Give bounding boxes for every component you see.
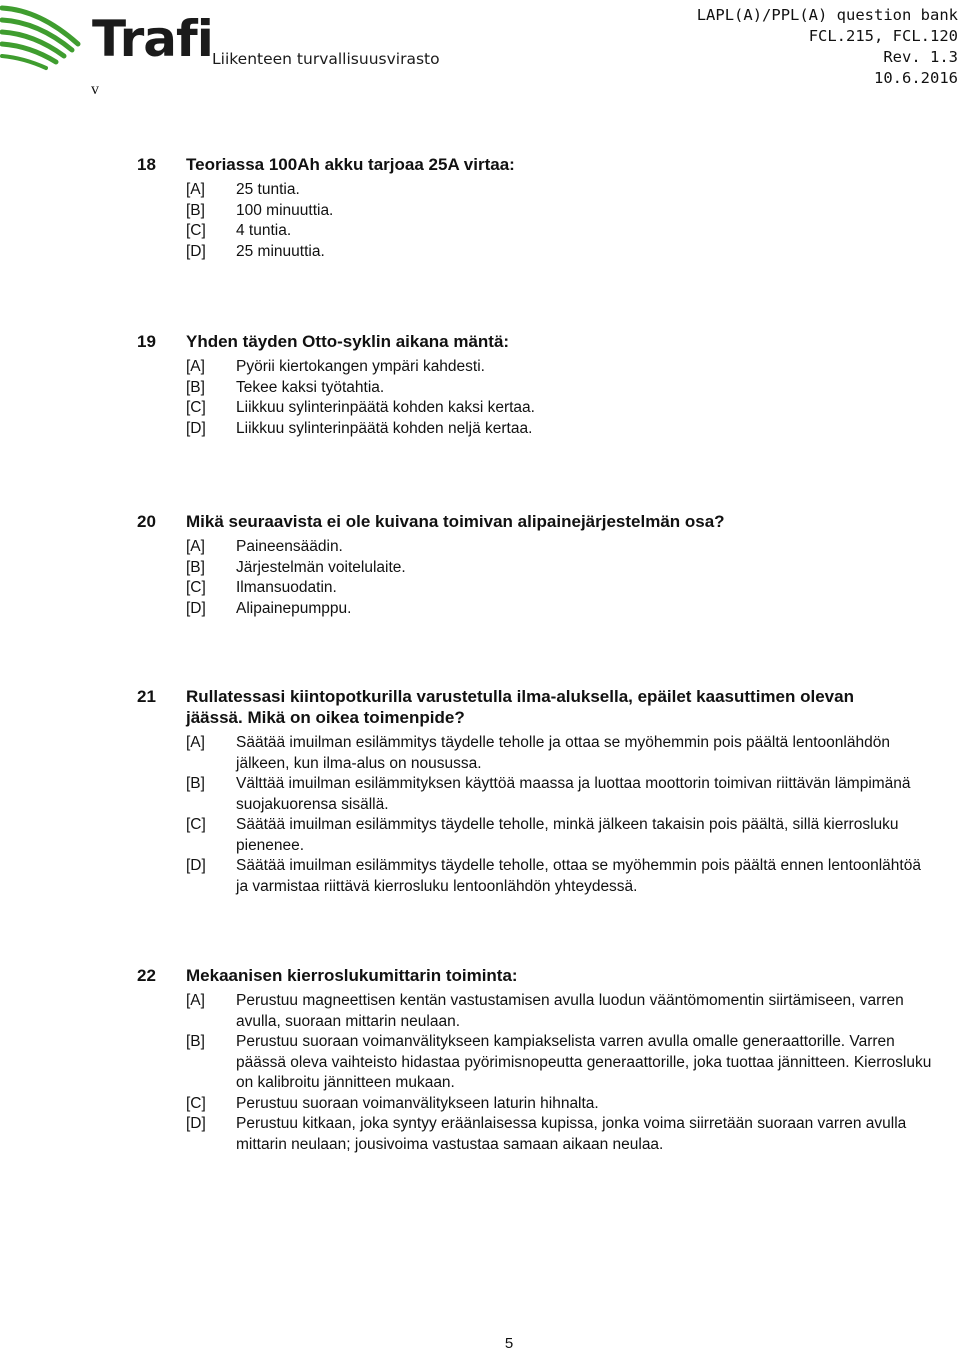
answer-option-b — [0, 201, 960, 222]
page-number: 5 — [504, 1335, 514, 1352]
answer-option-d — [0, 419, 960, 440]
option-letter: [C] — [186, 222, 206, 239]
option-text: Alipainepumppu. — [236, 599, 352, 617]
answer-options — [0, 991, 960, 1155]
question-21 — [0, 686, 960, 897]
option-letter: [B] — [186, 775, 205, 792]
stray-mark: v — [91, 81, 99, 98]
trafi-logo — [0, 0, 440, 80]
option-text: Perustuu kitkaan, joka syntyy eräänlaisessa kupissa, jonka voima siirretään suoraan varren avulla mittarin neulaan; jousivoima vastustaa samaan aikaan neulaa. — [236, 1115, 907, 1153]
answer-option-c — [0, 398, 960, 419]
question-number: 19 — [137, 332, 156, 351]
question-number: 18 — [137, 155, 156, 174]
option-text: 100 minuuttia. — [236, 201, 334, 219]
logo-subtitle: Liikenteen turvallisuusvirasto — [212, 50, 440, 68]
answer-option-b — [0, 558, 960, 579]
answer-option-b — [0, 1032, 960, 1094]
option-text: Järjestelmän voitelulaite. — [236, 558, 406, 576]
question-number: 21 — [137, 687, 156, 706]
option-text: 25 minuuttia. — [236, 242, 325, 260]
question-19 — [0, 331, 960, 439]
question-text: Yhden täyden Otto-syklin aikana mäntä: — [186, 332, 510, 351]
option-text: Säätää imuilman esilämmitys täydelle teholle, ottaa se myöhemmin pois päältä ennen lentoonlähtöä ja varmistaa riittävä kierrosluku lentoonlähdön yhteydessä. — [236, 857, 921, 895]
answer-option-a — [0, 537, 960, 558]
option-text: Säätää imuilman esilämmitys täydelle teholle ja ottaa se myöhemmin pois päältä lentoonlähdön jälkeen, kun ilma-alus on nousussa. — [236, 734, 890, 772]
option-letter: [B] — [186, 558, 205, 576]
question-number: 22 — [137, 966, 156, 985]
option-text: Ilmansuodatin. — [236, 579, 337, 596]
answer-option-a — [0, 733, 960, 774]
answer-option-c — [0, 815, 960, 856]
question-text: Rullatessasi kiintopotkurilla varustetulla ilma-aluksella, epäilet kaasuttimen olevan jäässä. Mikä on oikea toimenpide? — [186, 687, 854, 727]
answer-options — [0, 733, 960, 897]
option-text: Perustuu magneettisen kentän vastustamisen avulla luodun vääntömomentin siirtämiseen, varren avulla, suoraan mittarin neulaan. — [236, 992, 904, 1030]
option-text: 25 tuntia. — [236, 181, 300, 198]
option-text: 4 tuntia. — [236, 222, 292, 239]
option-text: Säätää imuilman esilämmitys täydelle teholle, minkä jälkeen takaisin pois päältä, sillä kierrosluku pienenee. — [236, 816, 899, 854]
doc-date: 10.6.2016 — [874, 69, 958, 87]
answer-options — [0, 537, 960, 619]
question-header — [0, 686, 960, 728]
question-header — [0, 511, 960, 532]
option-letter: [B] — [186, 201, 205, 219]
question-text: Teoriassa 100Ah akku tarjoaa 25A virtaa: — [186, 155, 515, 174]
answer-options — [0, 180, 960, 262]
answer-option-d — [0, 856, 960, 897]
option-letter: [A] — [186, 992, 205, 1009]
option-letter: [A] — [186, 734, 205, 751]
question-text: Mikä seuraavista ei ole kuivana toimivan alipainejärjestelmän osa? — [186, 512, 725, 531]
option-letter: [B] — [186, 378, 205, 396]
answer-option-c — [0, 221, 960, 242]
answer-option-d — [0, 1114, 960, 1155]
answer-option-a — [0, 991, 960, 1032]
question-18 — [0, 154, 960, 262]
option-letter: [D] — [186, 857, 206, 874]
option-text: Perustuu suoraan voimanvälitykseen laturin hihnalta. — [236, 1094, 599, 1112]
answer-option-d — [0, 242, 960, 263]
option-letter: [C] — [186, 1094, 206, 1112]
option-text: Perustuu suoraan voimanvälitykseen kampiakselista varren avulla omalle generaattorille. Varren päässä oleva vaihteisto hidastaa pyörimisnopeutta generaattorille, joka tuottaa jännitteen. Kierrosluku on kalibroitu jännitteen mukaan. — [236, 1033, 932, 1091]
answer-options — [0, 357, 960, 439]
option-text: Pyörii kiertokangen ympäri kahdesti. — [236, 358, 485, 375]
option-letter: [B] — [186, 1033, 205, 1050]
option-letter: [C] — [186, 399, 206, 416]
logo-wordmark: Trafi — [92, 10, 213, 68]
question-number: 20 — [137, 512, 156, 531]
option-letter: [D] — [186, 242, 206, 260]
question-header — [0, 965, 960, 986]
option-text: Välttää imuilman esilämmityksen käyttöä maassa ja luottaa moottorin toimivan riittävän lämpimänä suojakuorensa sisällä. — [236, 775, 911, 813]
option-letter: [A] — [186, 358, 205, 375]
option-letter: [A] — [186, 181, 205, 198]
option-text: Liikkuu sylinterinpäätä kohden kaksi kertaa. — [236, 399, 535, 416]
option-letter: [C] — [186, 816, 206, 833]
option-letter: [D] — [186, 419, 206, 437]
option-letter: [A] — [186, 538, 205, 555]
answer-option-c — [0, 1094, 960, 1115]
doc-revision: Rev. 1.3 — [883, 48, 958, 66]
question-22 — [0, 965, 960, 1155]
answer-option-d — [0, 599, 960, 620]
question-text: Mekaanisen kierroslukumittarin toiminta: — [186, 966, 518, 985]
answer-option-c — [0, 578, 960, 599]
doc-regulation: FCL.215, FCL.120 — [808, 27, 958, 45]
option-text: Tekee kaksi työtahtia. — [236, 378, 385, 396]
option-letter: [D] — [186, 1115, 206, 1132]
question-header — [0, 331, 960, 352]
answer-option-b — [0, 378, 960, 399]
answer-option-a — [0, 180, 960, 201]
document-info — [697, 5, 958, 89]
answer-option-b — [0, 774, 960, 815]
option-text: Liikkuu sylinterinpäätä kohden neljä kertaa. — [236, 419, 533, 437]
logo-swoosh-icon — [0, 0, 90, 80]
doc-title: LAPL(A)/PPL(A) question bank — [696, 6, 958, 24]
option-letter: [D] — [186, 599, 206, 617]
answer-option-a — [0, 357, 960, 378]
question-20 — [0, 511, 960, 619]
option-letter: [C] — [186, 579, 206, 596]
question-header — [0, 154, 960, 175]
option-text: Paineensäädin. — [236, 538, 343, 555]
